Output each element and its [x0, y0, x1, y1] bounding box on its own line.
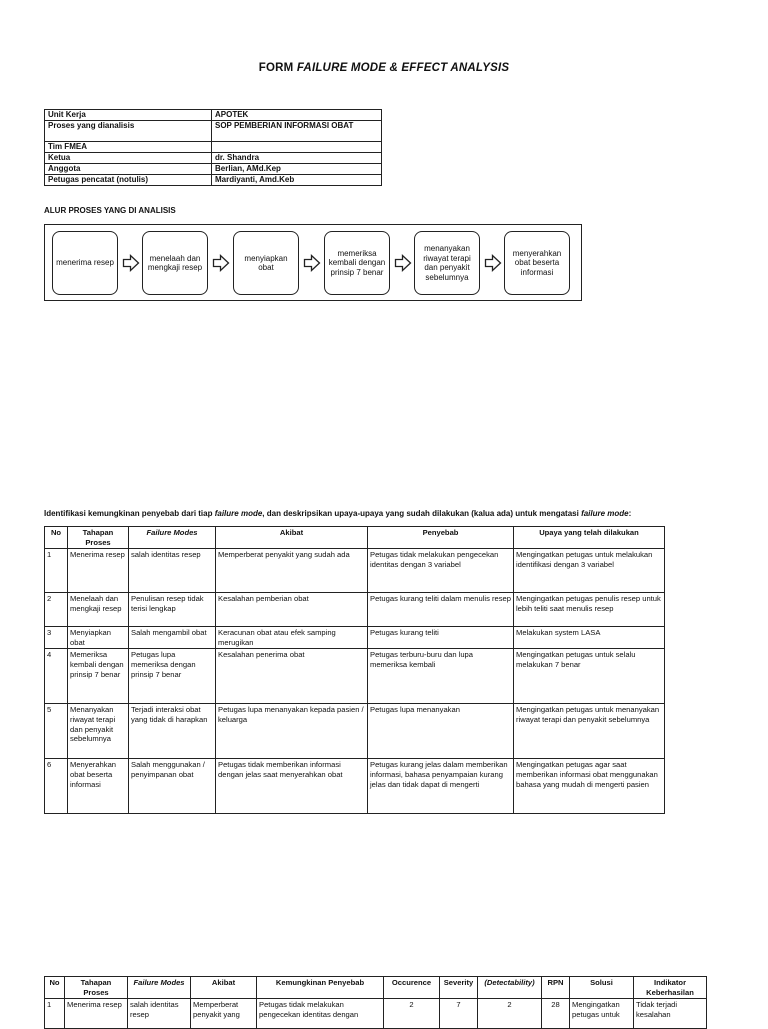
cell-penyebab: Petugas tidak melakukan pengecekan identitas dengan 3 variabel — [368, 549, 514, 593]
table-header-row — [45, 977, 707, 999]
table-row — [45, 704, 665, 759]
hollow-right-arrow-icon — [484, 254, 502, 272]
flow-step: memeriksa kembali dengan prinsip 7 benar — [324, 231, 390, 295]
flow-step: menanyakan riwayat terapi dan penyakit sebelumnya — [414, 231, 480, 295]
info-label: Proses yang dianalisis — [45, 121, 212, 142]
cell-failure: Petugas lupa memeriksa dengan prinsip 7 benar — [129, 649, 216, 704]
cell-upaya: Mengingatkan petugas agar saat memberikan informasi obat menggunakan bahasa yang mudah di mengerti pasien — [514, 759, 665, 814]
identification-heading — [44, 509, 631, 518]
flow-step: menelaah dan mengkaji resep — [142, 231, 208, 295]
cell-penyebab: Petugas lupa menanyakan — [368, 704, 514, 759]
cell-failure: salah identitas resep — [128, 999, 191, 1029]
column-header: Upaya yang telah dilakukan — [514, 527, 665, 549]
cell-penyebab: Petugas kurang jelas dalam memberikan informasi, bahasa penyampaian kurang jelas dan tidak dapat di mengerti — [368, 759, 514, 814]
cell-failure: Salah menggunakan / penyimpanan obat — [129, 759, 216, 814]
info-value: Mardiyanti, Amd.Keb — [212, 175, 382, 186]
cell-akibat: Kesalahan penerima obat — [216, 649, 368, 704]
info-label: Unit Kerja — [45, 110, 212, 121]
column-header: Indikator Keberhasilan — [634, 977, 707, 999]
cell-failure: Terjadi interaksi obat yang tidak di harapkan — [129, 704, 216, 759]
column-header: No — [45, 527, 68, 549]
column-header: (Detectability) — [478, 977, 542, 999]
info-label: Anggota — [45, 164, 212, 175]
flow-diagram — [44, 224, 582, 301]
cell-tahapan: Menyerahkan obat beserta informasi — [68, 759, 129, 814]
column-header: Solusi — [570, 977, 634, 999]
cell-occurence: 2 — [384, 999, 440, 1029]
column-header: No — [45, 977, 65, 999]
column-header: Tahapan Proses — [65, 977, 128, 999]
cell-tahapan: Menanyakan riwayat terapi dan penyakit sebelumnya — [68, 704, 129, 759]
column-header: Failure Modes — [128, 977, 191, 999]
heading-part: : — [628, 509, 632, 518]
info-value: Berlian, AMd.Kep — [212, 164, 382, 175]
hollow-right-arrow-icon — [394, 254, 412, 272]
cell-no: 1 — [45, 999, 65, 1029]
cell-upaya: Mengingatkan petugas untuk menanyakan riwayat terapi dan penyakit sebelumnya — [514, 704, 665, 759]
cell-no: 6 — [45, 759, 68, 814]
hollow-right-arrow-icon — [303, 254, 321, 272]
cell-tahapan: Menelaah dan mengkaji resep — [68, 593, 129, 627]
cell-upaya: Mengingatkan petugas untuk melakukan identifikasi dengan 3 variabel — [514, 549, 665, 593]
cell-penyebab: Petugas terburu-buru dan lupa memeriksa kembali — [368, 649, 514, 704]
column-header: Occurence — [384, 977, 440, 999]
table-row — [45, 549, 665, 593]
form-title — [0, 62, 768, 74]
flow-step: menerima resep — [52, 231, 118, 295]
info-label: Petugas pencatat (notulis) — [45, 175, 212, 186]
cell-upaya: Mengingatkan petugas untuk selalu melakukan 7 benar — [514, 649, 665, 704]
cell-penyebab: Petugas kurang teliti — [368, 627, 514, 649]
cell-no: 4 — [45, 649, 68, 704]
table-row — [45, 627, 665, 649]
cell-akibat: Kesalahan pemberian obat — [216, 593, 368, 627]
form-title-prefix: FORM — [258, 62, 297, 74]
info-table — [44, 109, 382, 186]
table-row — [45, 999, 707, 1029]
column-header: RPN — [542, 977, 570, 999]
cell-no: 5 — [45, 704, 68, 759]
cell-no: 3 — [45, 627, 68, 649]
info-value — [212, 142, 382, 153]
column-header: Penyebab — [368, 527, 514, 549]
cell-severity: 7 — [440, 999, 478, 1029]
form-title-italic: FAILURE MODE & EFFECT ANALYSIS — [296, 62, 510, 74]
cell-tahapan: Memeriksa kembali dengan prinsip 7 benar — [68, 649, 129, 704]
column-header: Kemungkinan Penyebab — [257, 977, 384, 999]
info-value: SOP PEMBERIAN INFORMASI OBAT — [212, 121, 382, 142]
info-value: APOTEK — [212, 110, 382, 121]
column-header: Akibat — [216, 527, 368, 549]
column-header: Severity — [440, 977, 478, 999]
table-row — [45, 649, 665, 704]
cell-tahapan: Menerima resep — [65, 999, 128, 1029]
flow-step: menyiapkan obat — [233, 231, 299, 295]
cell-indikator: Tidak terjadi kesalahan — [634, 999, 707, 1029]
cell-no: 1 — [45, 549, 68, 593]
info-label: Ketua — [45, 153, 212, 164]
cell-akibat: Keracunan obat atau efek samping merugikan — [216, 627, 368, 649]
table-row — [45, 759, 665, 814]
info-label: Tim FMEA — [45, 142, 212, 153]
cell-penyebab: Petugas kurang teliti dalam menulis resep — [368, 593, 514, 627]
cell-penyebab: Petugas tidak melakukan pengecekan identitas dengan — [257, 999, 384, 1029]
hollow-right-arrow-icon — [122, 254, 140, 272]
flow-step: menyerahkan obat beserta informasi — [504, 231, 570, 295]
cell-failure: salah identitas resep — [129, 549, 216, 593]
cell-detectability: 2 — [478, 999, 542, 1029]
cell-upaya: Melakukan system LASA — [514, 627, 665, 649]
info-value: dr. Shandra — [212, 153, 382, 164]
table-row — [45, 593, 665, 627]
cell-tahapan: Menerima resep — [68, 549, 129, 593]
flow-heading: ALUR PROSES YANG DI ANALISIS — [44, 206, 176, 215]
cell-tahapan: Menyiapkan obat — [68, 627, 129, 649]
cell-akibat: Memperberat penyakit yang sudah ada — [216, 549, 368, 593]
table-header-row — [45, 527, 665, 549]
column-header: Failure Modes — [129, 527, 216, 549]
identification-table — [44, 526, 665, 814]
column-header: Tahapan Proses — [68, 527, 129, 549]
cell-rpn: 28 — [542, 999, 570, 1029]
heading-part: failure mode — [214, 509, 263, 518]
cell-akibat: Petugas tidak memberikan informasi dengan jelas saat menyerahkan obat — [216, 759, 368, 814]
cell-no: 2 — [45, 593, 68, 627]
heading-part: failure mode — [581, 509, 629, 518]
heading-part: Identifikasi kemungkinan penyebab dari tiap — [44, 509, 215, 518]
cell-failure: Penulisan resep tidak terisi lengkap — [129, 593, 216, 627]
cell-akibat: Petugas lupa menanyakan kepada pasien / keluarga — [216, 704, 368, 759]
cell-upaya: Mengingatkan petugas penulis resep untuk lebih teliti saat menulis resep — [514, 593, 665, 627]
heading-part: , dan deskripsikan upaya-upaya yang sudah dilakukan (kalua ada) untuk mengatasi — [262, 509, 582, 518]
hollow-right-arrow-icon — [212, 254, 230, 272]
cell-akibat: Memperberat penyakit yang — [191, 999, 257, 1029]
cell-solusi: Mengingatkan petugas untuk — [570, 999, 634, 1029]
rpn-table — [44, 976, 707, 1029]
cell-failure: Salah mengambil obat — [129, 627, 216, 649]
column-header: Akibat — [191, 977, 257, 999]
